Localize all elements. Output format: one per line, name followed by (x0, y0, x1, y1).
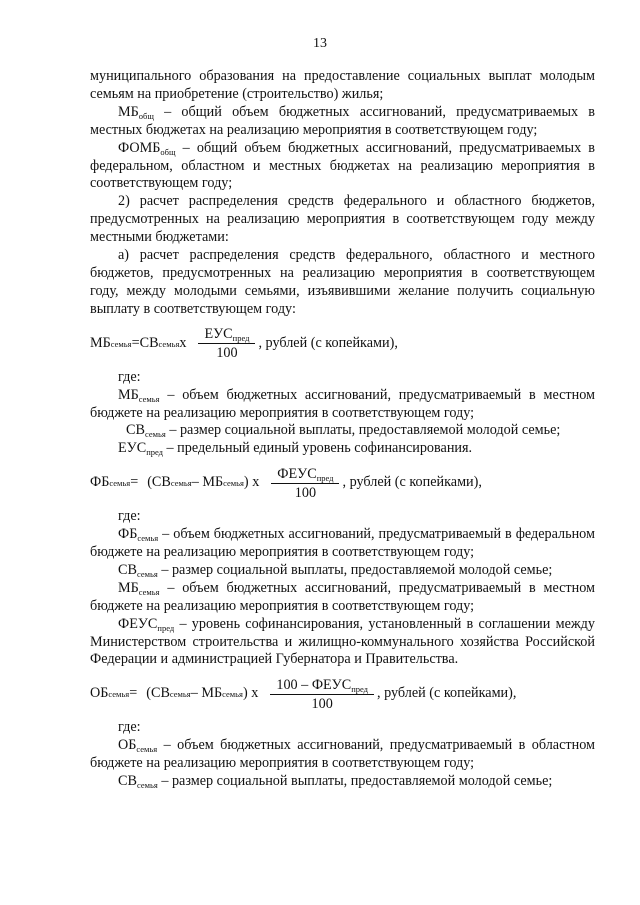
fraction-numerator (271, 466, 339, 484)
definition-mb-semya (90, 387, 595, 423)
fraction-denominator: 100 (216, 345, 238, 362)
definition-text: – общий объем бюджетных ассигнований, предусматриваемых в федеральном, областном и местных бюджетах на реализацию мероприятия в соответствующем году; (90, 139, 595, 192)
definition-text: – размер социальной выплаты, предоставляемой молодой семье; (157, 773, 553, 790)
formula-close: ) х (242, 685, 259, 702)
definition-feus-pred (90, 616, 595, 670)
symbol-subscript: семья (136, 780, 158, 791)
symbol-subscript: семья (144, 429, 166, 440)
where-label: где: (118, 508, 141, 525)
formula-mb-semya: МБ семья = СВ семья х $\frac{ЕУС_{пред}}{100}$ , рублей (с копейками), (90, 326, 398, 362)
symbol: МБ (118, 103, 139, 120)
definition-text: – уровень софинансирования, установленный в соглашении между Министерством строительства и жилищно-коммунального хозяйства Российской Федерации и администрацией Губернатора и Правительства. (90, 615, 595, 668)
symbol-subscript: семья (138, 393, 160, 404)
definition-fb-semya (90, 526, 595, 562)
numerator-subscript: пред (351, 683, 368, 694)
where-label: где: (118, 368, 141, 385)
definition-cv-semya (90, 773, 595, 791)
fraction-denominator: 100 (294, 484, 317, 501)
formula-fraction (271, 466, 339, 501)
definition-cv-semya (90, 562, 595, 580)
symbol: ЕУС (118, 440, 147, 457)
where-label: где: (118, 719, 141, 736)
formula-minus: – МБ (190, 685, 223, 702)
formula-lhs: ФБ (90, 474, 110, 491)
fraction-numerator (198, 326, 255, 344)
symbol-subscript: семья (136, 568, 158, 579)
symbol: СВ (126, 422, 145, 439)
document-body (90, 68, 595, 791)
definition-text: – предельный единый уровень софинансирования. (162, 440, 473, 457)
formula-open: (СВ (146, 685, 170, 702)
symbol-subscript: пред (157, 622, 175, 633)
definition-fomb-obsh (90, 140, 595, 194)
fraction-denominator: 100 (311, 695, 333, 712)
formula-equals: = (131, 334, 140, 351)
symbol: ФЕУС (118, 615, 158, 632)
numerator-symbol: ЕУС (204, 326, 233, 343)
symbol-subscript: общ (160, 146, 176, 157)
definition-eus-pred (90, 440, 595, 458)
symbol: СВ (118, 773, 137, 790)
formula-minus: – МБ (191, 474, 224, 491)
symbol: СВ (118, 561, 137, 578)
symbol: ФОМБ (118, 139, 161, 156)
paragraph-item-a: а) расчет распределения средств федерального, областного и местного бюджетов, предусмотренных на реализацию мероприятия в соответствующем году, между молодыми семьями, изъявившими желание получить социальную выплату в соответствующем году: (90, 247, 595, 317)
symbol-subscript: семья (138, 586, 160, 597)
formula-lhs: ОБ (90, 685, 109, 702)
formula-fb-semya: ФБ семья = (СВ семья – МБ семья ) х $\frac{ФЕУС_{пред}}{100}$ , рублей (с копейками), (90, 465, 482, 501)
symbol-subscript: пред (146, 447, 163, 458)
numerator-subscript: пред (232, 333, 250, 344)
symbol: МБ (118, 579, 139, 596)
formula-lhs: МБ (90, 334, 111, 351)
numerator-symbol: 100 – ФЕУС (276, 676, 352, 693)
numerator-symbol: ФЕУС (277, 465, 317, 482)
paragraph-item-2: 2) расчет распределения средств федерального и областного бюджетов, предусмотренных на реализацию мероприятия в соответствующем году между местными бюджетами: (90, 193, 595, 246)
definition-text: – объем бюджетных ассигнований, предусматриваемый в местном бюджете на реализацию мероприятия в соответствующем году; (90, 579, 595, 614)
definition-mb-semya (90, 580, 595, 616)
fraction-numerator (270, 677, 374, 695)
numerator-subscript: пред (316, 472, 334, 483)
definition-cv-semya (90, 422, 595, 440)
formula-fraction (198, 326, 255, 361)
formula-equals: = (130, 474, 139, 491)
definition-text: – объем бюджетных ассигнований, предусматриваемый в местном бюджете на реализацию мероприятия в соответствующем году; (90, 386, 595, 421)
symbol: ОБ (118, 737, 137, 754)
definition-text: – объем бюджетных ассигнований, предусматриваемый в областном бюджете на реализацию мероприятия в соответствующем году; (90, 737, 595, 772)
definition-text: – объем бюджетных ассигнований, предусматриваемый в федеральном бюджете на реализацию мероприятия в соответствующем году; (90, 526, 595, 561)
formula-ob-semya: ОБ семья = (СВ семья – МБ семья ) х $\frac{100 - ФЕУС_{пред}}{100}$ , рублей (с копейками), (90, 676, 517, 712)
definition-text: – размер социальной выплаты, предоставляемой молодой семье; (157, 561, 553, 578)
formula-fraction (270, 677, 374, 712)
symbol: МБ (118, 386, 139, 403)
formula-equals: = (129, 685, 138, 702)
formula-tail: , рублей (с копейками), (377, 685, 517, 702)
page-number: 13 (313, 36, 327, 51)
formula-tail: , рублей (с копейками), (342, 474, 482, 491)
symbol-subscript: семья (137, 533, 159, 544)
symbol: ФБ (118, 526, 138, 543)
definition-text: – размер социальной выплаты, предоставляемой молодой семье; (165, 422, 561, 439)
formula-times: х (179, 334, 187, 351)
symbol-subscript: семья (136, 744, 158, 755)
formula-tail: , рублей (с копейками), (258, 334, 398, 351)
formula-open: (СВ (147, 474, 171, 491)
formula-close: ) х (243, 474, 260, 491)
symbol-subscript: общ (138, 110, 154, 121)
definition-mb-obsh (90, 104, 595, 140)
paragraph-intro: муниципального образования на предоставление социальных выплат молодым семьям на приобретение (строительство) жилья; (90, 68, 595, 102)
formula-cv: СВ (139, 334, 159, 351)
definition-text: – общий объем бюджетных ассигнований, предусматриваемых в местных бюджетах на реализацию мероприятия в соответствующем году; (90, 103, 595, 138)
definition-ob-semya (90, 737, 595, 773)
